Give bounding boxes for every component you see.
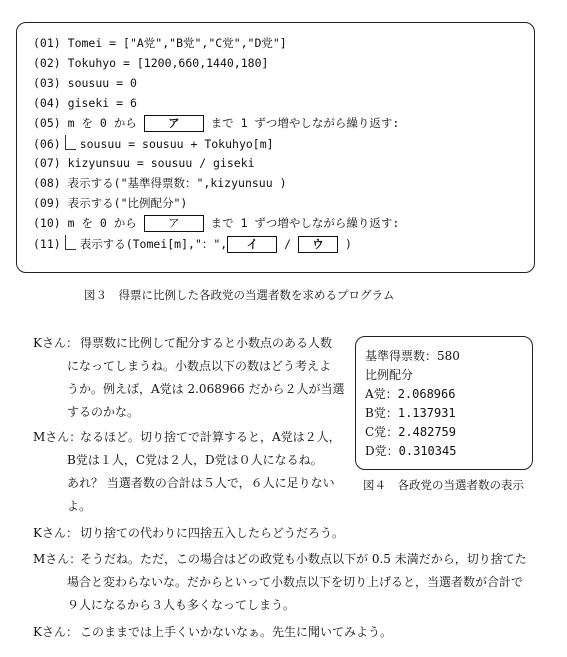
display-row-c: C党：2.482759 xyxy=(365,425,456,439)
indent-marker xyxy=(65,135,76,150)
display-row-d: D党：0.310345 xyxy=(365,444,457,458)
dialogue-line: 場合と変わらないな。だからといって小数点以下を切り上げると，当選者数が合計で xyxy=(67,575,524,589)
display-subheader: 比例配分 xyxy=(365,368,414,382)
dialogue-line: よ。 xyxy=(67,499,92,513)
dialogue-line: になってしまうね。小数点以下の数はどう考えよ xyxy=(67,359,332,373)
code-line-03: (03) sousuu = 0 xyxy=(33,76,137,90)
answer-ref-a: ア xyxy=(144,215,204,232)
answer-box-i[interactable]: イ xyxy=(227,236,277,253)
dialogue-speaker: Mさん： xyxy=(33,430,82,444)
figure3-caption: 図３ 得票に比例した各政党の当選者数を求めるプログラム xyxy=(84,288,395,302)
indent-marker xyxy=(65,235,76,250)
dialogue-line: するのかな。 xyxy=(67,405,140,419)
dialogue-speaker: Kさん： xyxy=(33,526,78,540)
display-row-a: A党：2.068966 xyxy=(365,387,456,401)
dialogue-line: なるほど。切り捨てで計算すると，A党は２人， xyxy=(80,430,341,444)
dialogue-line: うか。例えば，A党は 2.068966 だから２人が当選 xyxy=(67,382,345,396)
display-header: 基準得票数：580 xyxy=(365,349,460,363)
dialogue-speaker: Kさん： xyxy=(33,625,78,639)
figure4-caption: 図４ 各政党の当選者数の表示 xyxy=(363,478,524,492)
answer-box-a[interactable]: ア xyxy=(144,115,204,132)
dialogue-line: 得票数に比例して配分すると小数点のある人数 xyxy=(80,336,333,350)
code-line-11: (11) 表示する(Tomei[m],"：", イ / ウ ) xyxy=(33,237,352,251)
code-line-09: (09) 表示する("比例配分") xyxy=(33,196,188,210)
dialogue-speaker: Kさん： xyxy=(33,336,78,350)
dialogue-line: そうだね。ただ，この場合はどの政党も小数点以下が 0.5 未満だから，切り捨てた xyxy=(80,552,527,566)
dialogue-line: あれ？ 当選者数の合計は５人で，６人に足りない xyxy=(67,476,335,490)
dialogue-line: 切り捨ての代わりに四捨五入したらどうだろう。 xyxy=(80,526,345,540)
code-line-10: (10) m を 0 から ア まで 1 ずつ増やしながら繰り返す: xyxy=(33,216,400,230)
code-line-01: (01) Tomei = ["A党","B党","C党","D党"] xyxy=(33,36,287,50)
dialogue-line: B党は１人，C党は２人，D党は０人になるね。 xyxy=(67,453,323,467)
display-row-b: B党：1.137931 xyxy=(365,406,456,420)
code-line-07: (07) kizyunsuu = sousuu / giseki xyxy=(33,156,255,170)
code-line-04: (04) giseki = 6 xyxy=(33,96,137,110)
code-line-08: (08) 表示する("基準得票数：",kizyunsuu ) xyxy=(33,176,287,190)
code-line-02: (02) Tokuhyo = [1200,660,1440,180] xyxy=(33,56,269,70)
answer-box-u[interactable]: ウ xyxy=(298,236,338,253)
dialogue-line: ９人になるから３人も多くなってしまう。 xyxy=(67,598,296,612)
code-line-06: (06) sousuu = sousuu + Tokuhyo[m] xyxy=(33,137,274,151)
dialogue-speaker: Mさん： xyxy=(33,552,82,566)
code-line-05: (05) m を 0 から ア まで 1 ずつ増やしながら繰り返す: xyxy=(33,116,400,130)
dialogue-line: このままでは上手くいかないなぁ。先生に聞いてみよう。 xyxy=(80,625,393,639)
